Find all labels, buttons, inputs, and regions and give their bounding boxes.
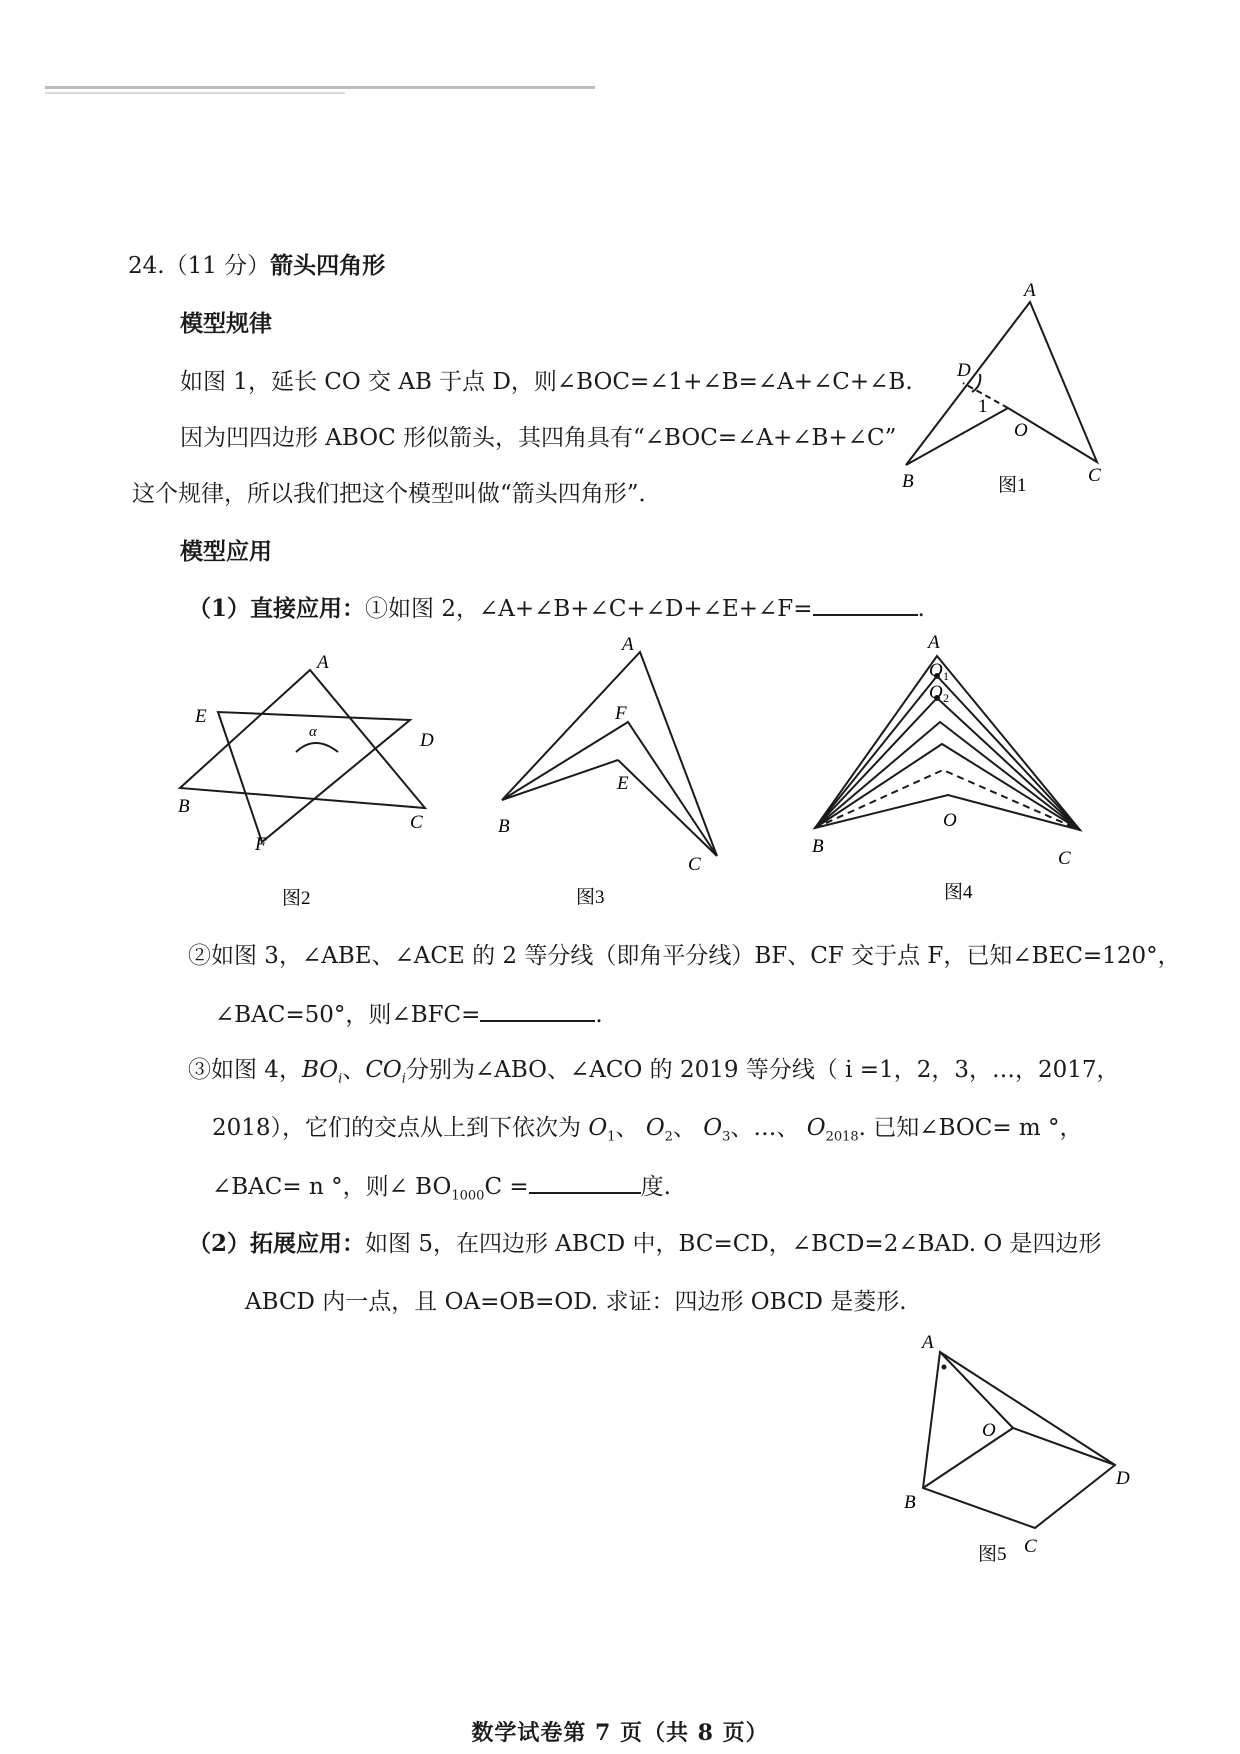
q3-text-3a: ∠BAC= n °，则∠ BO: [212, 1174, 452, 1200]
q3-o3-sub: 3: [722, 1129, 731, 1145]
fig3-label-c: C: [688, 854, 701, 875]
part2-line-2: ABCD 内一点，且 OA=OB=OD. 求证：四边形 OBCD 是菱形.: [245, 1289, 907, 1315]
q2-text: ∠BAC=50°，则∠BFC=: [215, 1002, 481, 1028]
q3-sub-i-1: i: [338, 1071, 343, 1087]
fig2-label-f: F: [255, 834, 267, 855]
figure-1: [906, 302, 1097, 465]
question-number: 24.: [128, 253, 165, 279]
q3-o2018-sub: 2018: [825, 1129, 859, 1145]
q3-o1: O: [588, 1115, 608, 1141]
q3-text-3b: C =: [484, 1174, 529, 1200]
fig5-segment-od: [1013, 1428, 1115, 1465]
q3-bo: BO: [301, 1057, 339, 1083]
fig4-label-c: C: [1058, 848, 1071, 869]
q3-o2: O: [645, 1115, 665, 1141]
q3-text-2b: . 已知∠BOC= m °，: [858, 1115, 1083, 1141]
fig2-label-alpha: α: [309, 724, 317, 740]
fig2-label-d: D: [420, 730, 434, 751]
fig3-label-b: B: [498, 816, 510, 837]
fig1-label-a: A: [1024, 280, 1036, 301]
section-heading-rule: 模型规律: [180, 310, 272, 337]
fig5-label-c: C: [1024, 1536, 1037, 1557]
q2-end: .: [595, 1002, 603, 1028]
q3-sub-i-2: i: [401, 1071, 406, 1087]
fig1-label-c: C: [1088, 465, 1101, 486]
fig4-label-o1: O: [929, 660, 943, 681]
fig2-label-a: A: [317, 652, 329, 673]
fig1-label-b: B: [902, 471, 914, 492]
fig1-label-1: 1: [978, 396, 988, 417]
q3-sep: 、: [342, 1057, 366, 1083]
fig5-label-a: A: [922, 1332, 934, 1353]
q3-o1-sub: 1: [607, 1129, 616, 1145]
fig4-label-b: B: [812, 836, 824, 857]
fig5-segment-ob: [923, 1428, 1013, 1488]
fig3-caption: 图3: [576, 887, 605, 908]
q3-text-2a: 2018），它们的交点从上到下依次为: [212, 1115, 582, 1141]
q3-text-a: ③如图 4，: [188, 1057, 302, 1083]
fig2-caption: 图2: [282, 888, 311, 909]
rule-paragraph-1: 如图 1，延长 CO 交 AB 于点 D，则∠BOC=∠1+∠B=∠A+∠C+∠B.: [180, 369, 913, 395]
q3-sep-2: 、: [672, 1115, 696, 1141]
q3-sep-3: 、: [730, 1115, 754, 1141]
q3-o3: O: [703, 1115, 723, 1141]
fig5-label-b: B: [904, 1492, 916, 1513]
figure-2: [180, 670, 425, 842]
q3-sep-4: 、: [776, 1115, 800, 1141]
q3-sep-1: 、: [615, 1115, 639, 1141]
fig3-line-ec: [618, 760, 717, 856]
q3-o2018: O: [806, 1115, 826, 1141]
fig4-caption: 图4: [944, 882, 973, 903]
fig5-segment-oa: [940, 1352, 1013, 1428]
q1-end: .: [917, 596, 925, 622]
fig4-label-sub2: 2: [943, 691, 949, 705]
fig5-label-d: D: [1116, 1468, 1130, 1489]
fig2-label-b: B: [178, 796, 190, 817]
fig1-label-o: O: [1014, 420, 1028, 441]
fig4-label-o: O: [943, 810, 957, 831]
q3-unit: 度.: [640, 1174, 671, 1200]
fig4-label-sub1: 1: [943, 669, 949, 683]
rule-paragraph-2: 因为凹四边形 ABOC 形似箭头，其四角具有“∠BOC=∠A+∠B+∠C”: [180, 425, 897, 451]
part1-label: （1）直接应用：: [188, 595, 366, 622]
q2-line-1: ②如图 3，∠ABE、∠ACE 的 2 等分线（即角平分线）BF、CF 交于点 F，已知∠BEC=120°，: [188, 943, 1181, 969]
fig3-label-e: E: [617, 773, 629, 794]
q1-text: ①如图 2，∠A+∠B+∠C+∠D+∠E+∠F=: [365, 596, 813, 622]
fig1-caption: 图1: [998, 475, 1027, 496]
page-footer: 数学试卷第 7 页（共 8 页）: [471, 1720, 769, 1746]
fig1-arrowhead-shape: [906, 302, 1097, 465]
q3-ellipsis: …: [753, 1115, 777, 1141]
fig5-label-o: O: [982, 1420, 996, 1441]
part2-label: （2）拓展应用：: [188, 1230, 366, 1257]
q3-text-e: 分别为∠ABO、∠ACO 的 2019 等分线（ i =1，2，3，…，2017，: [405, 1057, 1120, 1083]
fig5-quadrilateral: [923, 1352, 1115, 1528]
part2-text-1: 如图 5，在四边形 ABCD 中，BC=CD，∠BCD=2∠BAD. O 是四边形: [365, 1231, 1102, 1257]
question-points: （11 分）: [164, 253, 271, 279]
q3-co: CO: [365, 1057, 402, 1083]
fig3-label-f: F: [615, 703, 627, 724]
fig5-caption: 图5: [978, 1544, 1007, 1565]
fig2-label-e: E: [195, 706, 207, 727]
rule-paragraph-3: 这个规律，所以我们把这个模型叫做“箭头四角形”．: [132, 481, 662, 507]
fig4-label-o2: O: [929, 682, 943, 703]
figure-3: [502, 652, 717, 856]
figure-5: [923, 1352, 1115, 1528]
question-title: 箭头四角形: [270, 252, 386, 279]
q3-o2-sub: 2: [664, 1129, 673, 1145]
fig2-alpha-arc: [296, 743, 338, 752]
fig1-label-d: D: [957, 360, 971, 381]
fig4-label-a: A: [928, 632, 940, 653]
fig5-point-mark: [942, 1365, 947, 1370]
q3-sub-1000: 1000: [451, 1188, 485, 1204]
fig2-label-c: C: [410, 812, 423, 833]
fig3-label-a: A: [622, 634, 634, 655]
section-heading-application: 模型应用: [180, 538, 272, 565]
